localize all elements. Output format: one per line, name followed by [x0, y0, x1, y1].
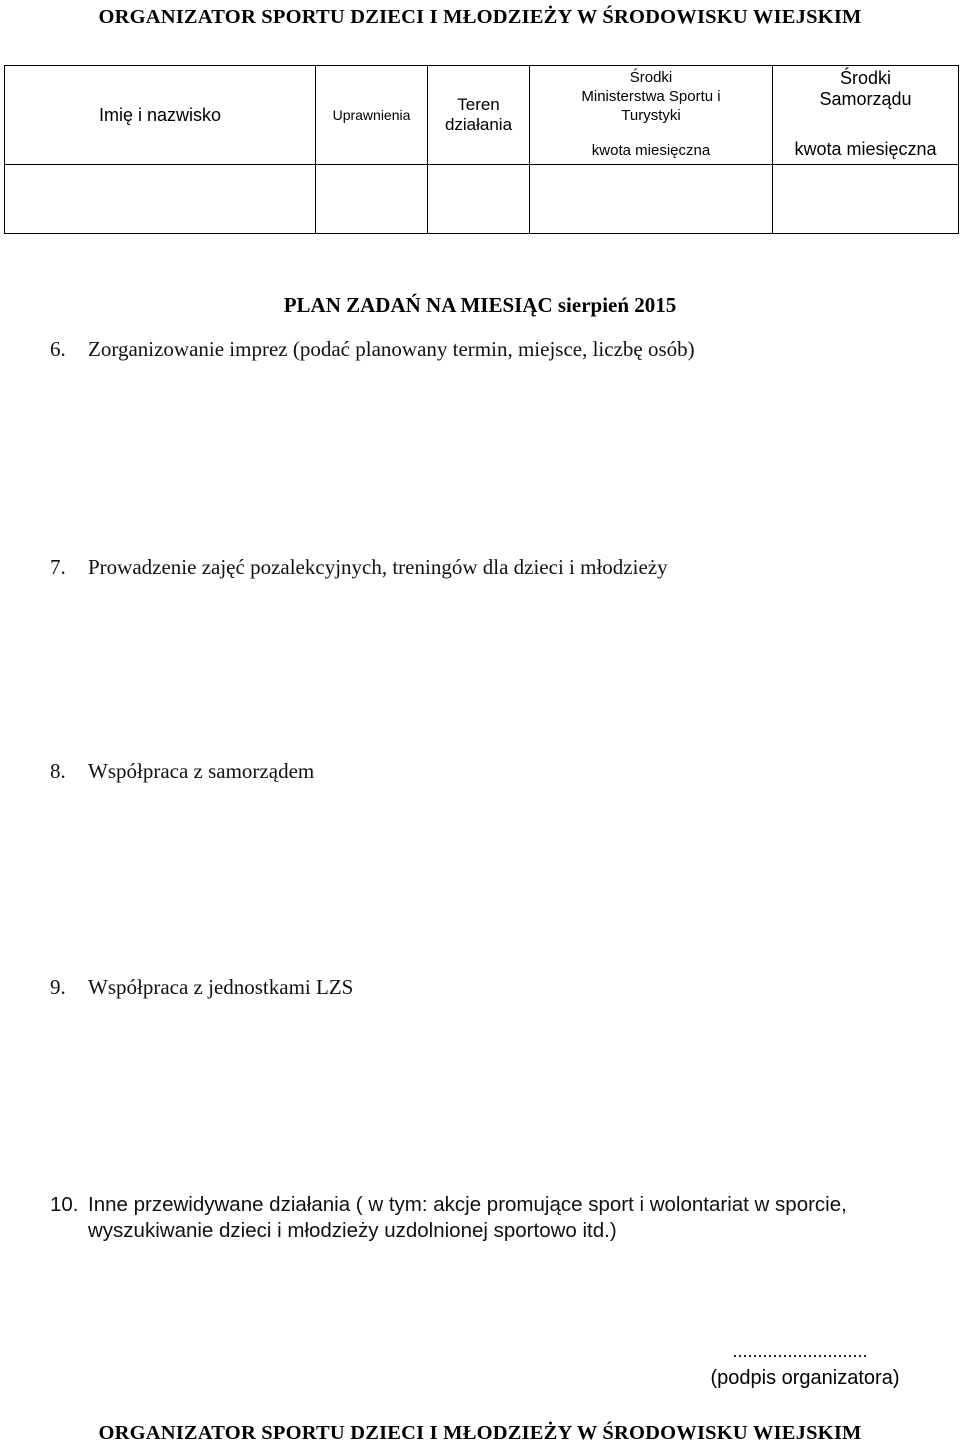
col-header-local-sub: kwota miesięczna — [794, 139, 937, 159]
cell-local-amount[interactable] — [773, 165, 959, 234]
signature-line: ........................... — [732, 1341, 868, 1361]
page-header-title: ORGANIZATOR SPORTU DZIECI I MŁODZIEŻY W ŚRODOWISKU WIEJSKIM — [98, 6, 862, 28]
cell-name[interactable] — [5, 165, 316, 234]
task-item-text: Zorganizowanie imprez (podać planowany termin, miejsce, liczbę osób) — [88, 337, 695, 361]
col-header-area-line1: Teren — [457, 95, 500, 114]
organizer-table — [4, 65, 959, 234]
table-row — [5, 165, 959, 234]
signature-caption: (podpis organizatora) — [710, 1367, 900, 1389]
col-header-area — [428, 66, 530, 165]
task-item-number: 10. — [50, 1193, 79, 1216]
col-header-ministry-line1: Środki — [629, 69, 673, 86]
page-footer-title: ORGANIZATOR SPORTU DZIECI I MŁODZIEŻY W ŚRODOWISKU WIEJSKIM — [98, 1422, 862, 1444]
task-item-number: 7. — [50, 555, 66, 579]
col-header-area-line2: działania — [444, 115, 513, 134]
col-header-ministry-funds — [530, 66, 773, 165]
cell-rights[interactable] — [316, 165, 428, 234]
plan-title: PLAN ZADAŃ NA MIESIĄC sierpień 2015 — [283, 293, 677, 317]
col-header-rights-label: Uprawnienia — [332, 107, 411, 123]
table-header-row — [5, 66, 959, 165]
task-item-number: 6. — [50, 337, 66, 361]
col-header-ministry-sub: kwota miesięczna — [591, 142, 711, 159]
col-header-local-funds — [773, 66, 959, 165]
col-header-rights — [316, 66, 428, 165]
col-header-name-label: Imię i nazwisko — [98, 104, 222, 125]
task-item-text: Inne przewidywane działania ( w tym: akcje promujące sport i wolontariat w sporcie, wyszukiwanie dzieci i młodzieży uzdolnionej sportowo itd.) — [88, 1193, 847, 1242]
col-header-local-line1: Środki — [839, 68, 892, 88]
task-item-number: 8. — [50, 759, 66, 783]
col-header-ministry-line3: Turystyki — [621, 107, 681, 124]
col-header-name — [5, 66, 316, 165]
task-item-number: 9. — [50, 975, 66, 999]
task-item-text: Współpraca z samorządem — [88, 759, 315, 783]
col-header-local-line2: Samorządu — [819, 89, 912, 109]
col-header-ministry-line2: Ministerstwa Sportu i — [581, 88, 721, 105]
cell-area[interactable] — [428, 165, 530, 234]
cell-ministry-amount[interactable] — [530, 165, 773, 234]
task-item-text: Prowadzenie zajęć pozalekcyjnych, treningów dla dzieci i młodzieży — [88, 555, 668, 579]
task-item-text: Współpraca z jednostkami LZS — [88, 975, 354, 999]
